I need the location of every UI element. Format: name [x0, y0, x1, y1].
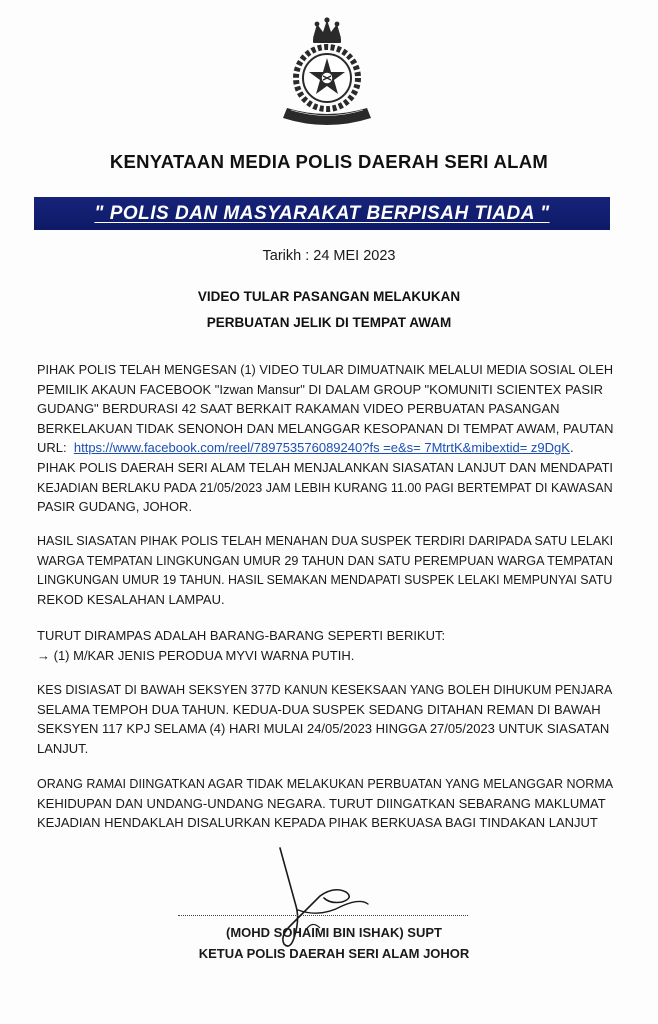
- paragraph-line: PASIR GUDANG, JOHOR.: [37, 499, 193, 515]
- paragraph-line: SEKSYEN 117 KPJ SELAMA (4) HARI MULAI 24/05/2023 HINGGA 27/05/2023 UNTUK SIASATAN: [37, 721, 610, 737]
- paragraph-line: HASIL SIASATAN PIHAK POLIS TELAH MENAHAN DUA SUSPEK TERDIRI DARIPADA SATU LELAKI: [37, 533, 614, 548]
- subject-line-2: PERBUATAN JELIK DI TEMPAT AWAM: [206, 315, 452, 330]
- paragraph-line: KEJADIAN HENDAKLAH DISALURKAN KEPADA PIHAK BERKUASA BAGI TINDAKAN LANJUT: [37, 815, 598, 831]
- paragraph-line: KEJADIAN BERLAKU PADA 21/05/2023 JAM LEBIH KURANG 11.00 PAGI BERTEMPAT DI KAWASAN: [37, 479, 613, 495]
- paragraph-line: TURUT DIRAMPAS ADALAH BARANG-BARANG SEPERTI BERIKUT:: [37, 628, 446, 643]
- url-suffix: .: [569, 440, 574, 456]
- paragraph-line: PIHAK POLIS DAERAH SERI ALAM TELAH MENJALANKAN SIASATAN LANJUT DAN MENDAPATI: [37, 459, 613, 475]
- signature-dotted-line: [178, 915, 468, 916]
- paragraph-line: PEMILIK AKAUN FACEBOOK "Izwan Mansur" DI DALAM GROUP "KOMUNITI SCIENTEX PASIR: [37, 381, 603, 397]
- paragraph-investigation: [37, 680, 613, 758]
- press-release-title: KENYATAAN MEDIA POLIS DAERAH SERI ALAM: [109, 151, 549, 172]
- paragraph-line: WARGA TEMPATAN LINGKUNGAN UMUR 29 TAHUN DAN SATU PEREMPUAN WARGA TEMPATAN: [37, 552, 613, 568]
- signatory-name: (MOHD SOHAIMI BIN ISHAK) SUPT: [226, 925, 442, 940]
- url-label: URL:: [37, 440, 67, 456]
- paragraph-line: REKOD KESALAHAN LAMPAU.: [37, 591, 225, 607]
- handwritten-signature: [250, 840, 390, 960]
- motto-banner: " POLIS DAN MASYARAKAT BERPISAH TIADA ": [34, 197, 610, 230]
- paragraph-line: ORANG RAMAI DIINGATKAN AGAR TIDAK MELAKUKAN PERBUATAN YANG MELANGGAR NORMA: [37, 776, 614, 791]
- release-date: Tarikh : 24 MEI 2023: [262, 248, 396, 264]
- paragraph-seized-items: [37, 626, 613, 665]
- police-crest-icon: [279, 16, 375, 128]
- subject-line-1: VIDEO TULAR PASANGAN MELAKUKAN: [197, 289, 461, 304]
- seized-item: → (1) M/KAR JENIS PERODUA MYVI WARNA PUTIH.: [37, 647, 355, 663]
- facebook-reel-link[interactable]: https://www.facebook.com/reel/789753576089240?fs =e&s= 7MtrtK&mibextid= z9DgK: [73, 440, 570, 456]
- paragraph-line: LANJUT.: [37, 740, 89, 756]
- paragraph-line: LINGKUNGAN UMUR 19 TAHUN. HASIL SEMAKAN MENDAPATI SUSPEK LELAKI MEMPUNYAI SATU: [37, 572, 613, 588]
- paragraph-line: SELAMA TEMPOH DUA TAHUN. KEDUA-DUA SUSPEK SEDANG DITAHAN REMAN DI BAWAH: [37, 701, 601, 717]
- paragraph-line: KES DISIASAT DI BAWAH SEKSYEN 377D KANUN KESEKSAAN YANG BOLEH DIHUKUM PENJARA: [37, 682, 613, 697]
- paragraph-line: PIHAK POLIS TELAH MENGESAN (1) VIDEO TULAR DIMUATNAIK MELALUI MEDIA SOSIAL OLEH: [37, 362, 614, 377]
- paragraph-public-reminder: [37, 774, 613, 833]
- paragraph-line: BERKELAKUAN TIDAK SENONOH DAN MELANGGAR KESOPANAN DI TEMPAT AWAM, PAUTAN: [37, 420, 614, 436]
- paragraph-line: KEHIDUPAN DAN UNDANG-UNDANG NEGARA. TURUT DIINGATKAN SEBARANG MAKLUMAT: [37, 795, 606, 811]
- paragraph-arrest: [37, 531, 613, 609]
- signatory-title: KETUA POLIS DAERAH SERI ALAM JOHOR: [198, 946, 470, 961]
- paragraph-line-url: [37, 438, 613, 458]
- paragraph-line: GUDANG" BERDURASI 42 SAAT BERKAIT RAKAMAN VIDEO PERBUATAN PASANGAN: [37, 401, 560, 417]
- paragraph-detection: [37, 360, 613, 517]
